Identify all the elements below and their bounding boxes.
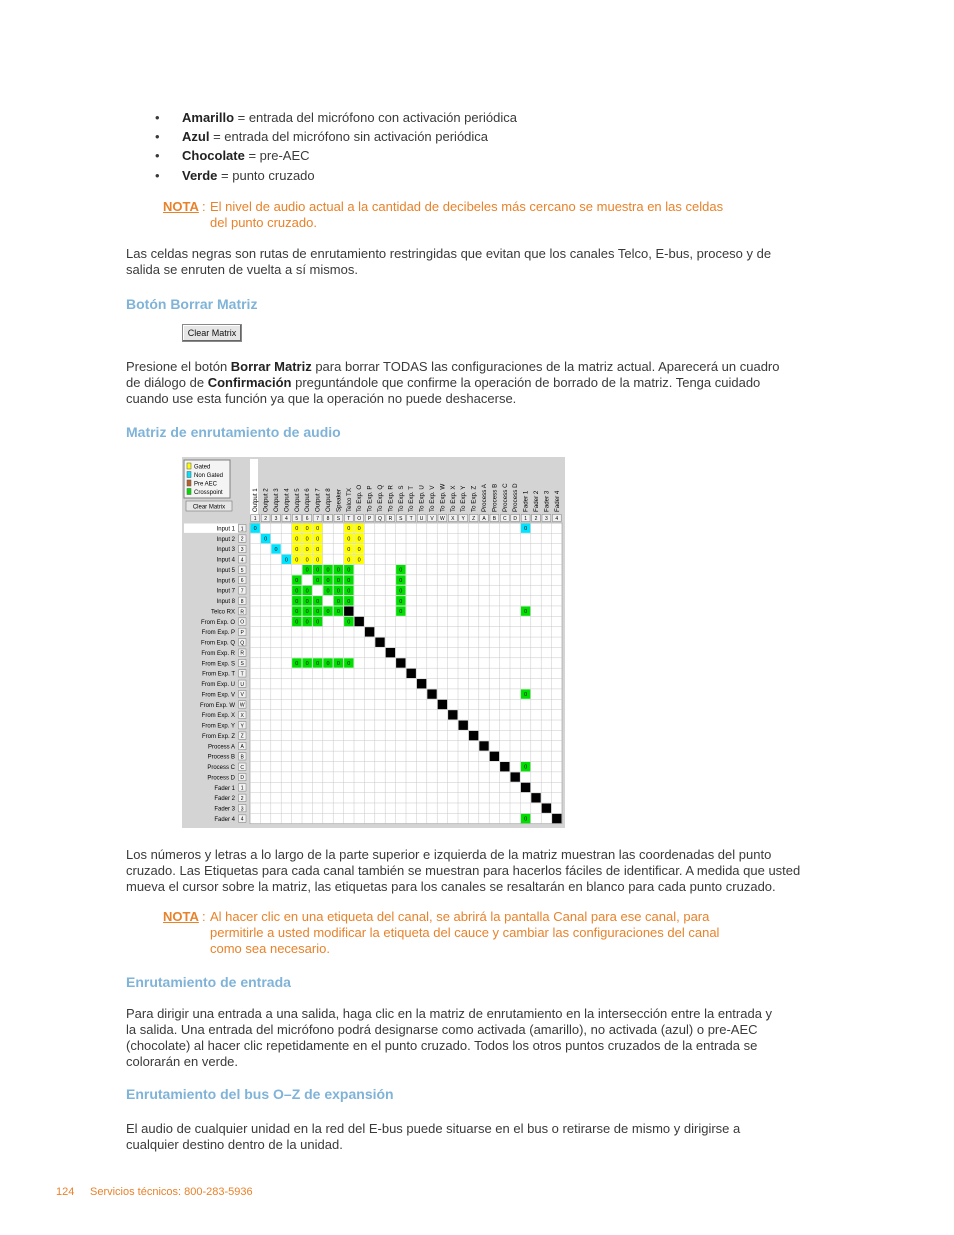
row-code: 2 [240, 795, 244, 802]
heading-input-routing: Enrutamiento de entrada [126, 974, 291, 990]
crosspoint-level: 0 [336, 609, 340, 616]
crosspoint-cell[interactable] [552, 814, 561, 823]
note-line: como sea necesario. [210, 941, 330, 956]
crosspoint-level: 0 [295, 526, 299, 533]
column-label[interactable]: Process B [491, 483, 499, 512]
text-run: preguntándole que confirme la operación de borrado de la matriz. Tenga cuidado [291, 375, 761, 390]
crosspoint-level: 0 [295, 536, 299, 543]
row-label[interactable]: From Exp. Q [200, 640, 235, 647]
legend-swatch [187, 489, 191, 495]
crosspoint-cell[interactable] [542, 803, 551, 812]
crosspoint-level: 0 [326, 661, 330, 668]
row-code: D [240, 775, 245, 782]
crosspoint-cell[interactable] [396, 658, 405, 667]
row-label[interactable]: Fader 1 [214, 785, 235, 792]
row-code: R [240, 609, 245, 616]
crosspoint-level: 0 [326, 609, 330, 616]
crosspoint-level: 0 [305, 546, 309, 553]
page-number: 124 [56, 1186, 75, 1198]
crosspoint-level: 0 [284, 557, 288, 564]
crosspoint-level: 0 [305, 588, 309, 595]
crosspoint-level: 0 [347, 567, 351, 574]
crosspoint-level: 0 [316, 609, 320, 616]
bullet-desc: = entrada del micrófono con activación periódica [234, 110, 517, 125]
crosspoint-level: 0 [316, 661, 320, 668]
crosspoint-level: 0 [305, 557, 309, 564]
row-label[interactable]: Telco RX [210, 609, 235, 616]
crosspoint-level: 0 [347, 578, 351, 585]
row-label[interactable]: From Exp. Z [201, 733, 235, 740]
crosspoint-level: 0 [305, 661, 309, 668]
crosspoint-level: 0 [357, 546, 361, 553]
bold-term: Borrar Matriz [230, 359, 312, 374]
column-code: V [430, 516, 434, 522]
column-code: T [409, 516, 413, 522]
note-colon: : [202, 199, 206, 214]
paragraph-input-routing [126, 1006, 826, 1070]
crosspoint-cell[interactable] [375, 638, 384, 647]
paragraph-line [126, 375, 826, 391]
row-label[interactable]: From Exp. T [202, 671, 235, 678]
crosspoint-cell[interactable] [365, 627, 374, 636]
crosspoint-cell[interactable] [531, 793, 540, 802]
paragraph-clear-matrix [126, 359, 826, 407]
legend-label: Non Gated [194, 473, 224, 479]
row-code: O [240, 619, 245, 626]
paragraph-line [126, 359, 826, 375]
crosspoint-level: 0 [347, 546, 351, 553]
row-label[interactable]: Fader 3 [214, 806, 235, 813]
crosspoint-level: 0 [336, 598, 340, 605]
crosspoint-level: 0 [347, 661, 351, 668]
column-code: 1 [524, 516, 527, 522]
column-code: O [357, 516, 362, 522]
crosspoint-level: 0 [399, 567, 403, 574]
legend-swatch [187, 463, 191, 469]
row-code: P [240, 630, 244, 636]
row-code: C [240, 764, 245, 771]
column-code: S [336, 516, 341, 522]
row-code: 3 [240, 547, 244, 554]
bullet-term: Azul [182, 129, 210, 144]
column-code: X [451, 516, 455, 522]
crosspoint-level: 0 [347, 536, 351, 543]
column-label[interactable]: Output 7 [314, 488, 322, 512]
column-code: 1 [253, 516, 257, 522]
text-run: para borrar TODAS las configuraciones de la matriz actual. Aparecerá un cuadro [311, 359, 780, 374]
matrix-clear-label[interactable]: Clear Matrix [192, 504, 226, 511]
row-code: Z [240, 733, 244, 740]
paragraph-line: la salida. Una entrada del micrófono podrá designarse como activada (amarillo), no activada (azul) o pre-AEC [126, 1022, 758, 1037]
crosspoint-level: 0 [316, 557, 320, 564]
crosspoint-level: 0 [305, 567, 309, 574]
paragraph-line: Los números y letras a lo largo de la parte superior e izquierda de la matriz muestran las coordenadas del punto [126, 847, 772, 862]
row-code: 6 [240, 578, 244, 585]
crosspoint-level: 0 [347, 557, 351, 564]
crosspoint-level: 0 [253, 526, 257, 533]
crosspoint-level: 0 [305, 609, 309, 616]
crosspoint-level: 0 [274, 546, 278, 553]
row-code: V [240, 692, 244, 699]
clear-matrix-button[interactable]: Clear Matrix [182, 324, 242, 342]
column-label[interactable]: Output 3 [273, 488, 280, 512]
row-label[interactable]: Input 7 [216, 588, 235, 595]
row-code: T [240, 671, 244, 678]
column-label[interactable]: Speaker [335, 488, 343, 512]
paragraph-line: Para dirigir una entrada a una salida, haga clic en la matriz de enrutamiento en la intersección entre la entrada y [126, 1006, 773, 1021]
crosspoint-cell[interactable] [407, 669, 416, 678]
note-line: El nivel de audio actual a la cantidad de decibeles más cercano se muestra en las celdas [210, 199, 724, 214]
crosspoint-level: 0 [347, 526, 351, 533]
crosspoint-cell[interactable] [386, 648, 395, 657]
routing-matrix-image [182, 457, 565, 828]
row-label[interactable]: Process C [207, 765, 235, 772]
row-label[interactable]: Fader 2 [214, 796, 235, 803]
crosspoint-level: 0 [295, 661, 299, 668]
crosspoint-level: 0 [326, 588, 330, 595]
crosspoint-cell[interactable] [427, 689, 436, 698]
column-label[interactable]: Process D [512, 483, 520, 512]
column-label[interactable]: To Exp. T [408, 485, 416, 512]
legend-label: Gated [194, 464, 211, 471]
row-label[interactable]: From Exp. O [200, 619, 235, 626]
column-label[interactable]: Output 6 [304, 488, 312, 512]
note-colon: : [202, 909, 206, 924]
row-label[interactable]: From Exp. U [201, 682, 235, 689]
row-code: S [240, 661, 244, 668]
column-code: R [388, 516, 393, 522]
column-label[interactable]: Fader 4 [553, 490, 561, 512]
column-label[interactable]: To Exp. Y [460, 485, 468, 512]
crosspoint-cell[interactable] [438, 700, 447, 709]
column-code: U [419, 516, 424, 522]
row-code: B [240, 754, 244, 761]
heading-expansion-bus: Enrutamiento del bus O–Z de expansión [126, 1086, 394, 1102]
row-label[interactable]: Process A [207, 744, 235, 751]
paragraph-coordinates [126, 847, 826, 895]
column-code: 3 [545, 516, 548, 522]
column-label[interactable]: Fader 3 [543, 490, 551, 512]
heading-clear-matrix: Botón Borrar Matriz [126, 296, 258, 312]
row-label[interactable]: Process D [207, 775, 235, 782]
note-tag: NOTA [163, 909, 199, 924]
crosspoint-cell[interactable] [459, 721, 468, 730]
paragraph-line: cruzado. Las Etiquetas para cada canal también se muestran para hacerlos fáciles de identificar. A medida que usted [126, 863, 801, 878]
note-line: del punto cruzado. [210, 215, 317, 230]
crosspoint-level: 0 [316, 598, 320, 605]
column-code: W [440, 516, 445, 522]
paragraph-line: El audio de cualquier unidad en la red del E-bus puede situarse en el bus o retirarse de mismo y dirigirse a [126, 1121, 741, 1136]
crosspoint-level: 0 [336, 567, 340, 574]
crosspoint-level: 0 [524, 764, 528, 771]
crosspoint-level: 0 [316, 578, 320, 585]
paragraph-line: Las celdas negras son rutas de enrutamiento restringidas que evitan que los canales Telco, E-bus, proceso y de [126, 246, 772, 261]
crosspoint-cell[interactable] [469, 731, 478, 740]
column-label[interactable]: Fader 1 [522, 490, 530, 512]
row-label[interactable]: Fader 4 [214, 816, 235, 823]
paragraph-line: salida se enruten de vuelta a sí mismos. [126, 262, 358, 277]
crosspoint-level: 0 [295, 609, 299, 616]
bullet-dot: • [155, 148, 160, 163]
column-label[interactable]: To Exp. S [397, 485, 405, 512]
column-label[interactable]: Output 4 [283, 488, 291, 512]
crosspoint-level: 0 [336, 588, 340, 595]
column-code: B [492, 516, 497, 522]
crosspoint-cell[interactable] [511, 772, 520, 781]
row-label[interactable]: From Exp. Y [201, 723, 235, 730]
column-code: A [482, 516, 486, 522]
row-code: U [240, 681, 245, 688]
column-label[interactable]: Fader 2 [533, 490, 540, 512]
row-label[interactable]: Input 3 [216, 547, 235, 554]
column-label[interactable]: To Exp. Z [470, 485, 478, 512]
legend-swatch [187, 472, 191, 478]
bullet-term: Amarillo [182, 110, 235, 125]
text-run: de diálogo de [126, 375, 208, 390]
row-label[interactable]: Input 5 [216, 567, 235, 574]
row-code: 5 [240, 567, 244, 574]
crosspoint-level: 0 [326, 567, 330, 574]
crosspoint-cell[interactable] [490, 752, 499, 761]
crosspoint-level: 0 [305, 526, 309, 533]
crosspoint-level: 0 [357, 536, 361, 543]
crosspoint-level: 0 [316, 546, 320, 553]
column-code: 4 [285, 516, 288, 522]
row-label[interactable]: Input 1 [216, 526, 235, 533]
column-label[interactable]: Output 8 [325, 488, 332, 512]
column-code: Y [461, 516, 465, 522]
crosspoint-level: 0 [357, 557, 361, 564]
crosspoint-level: 0 [305, 536, 309, 543]
row-code: 4 [240, 816, 244, 823]
crosspoint-cell[interactable] [355, 617, 364, 626]
column-code: 5 [295, 516, 299, 522]
paragraph-black-cells [126, 246, 826, 278]
row-code: 1 [240, 526, 244, 533]
crosspoint-level: 0 [347, 619, 351, 626]
row-code: 4 [240, 557, 244, 564]
crosspoint-level: 0 [295, 598, 299, 605]
row-label[interactable]: From Exp. W [199, 702, 235, 709]
row-code: R [240, 650, 245, 657]
bullet-dot: • [155, 168, 160, 183]
crosspoint-level: 0 [295, 578, 299, 585]
legend-label: Crosspoint [194, 490, 223, 496]
bullet-dot: • [155, 110, 160, 125]
legend-swatch [187, 480, 191, 486]
column-label[interactable]: To Exp. O [356, 484, 364, 512]
crosspoint-cell[interactable] [448, 710, 457, 719]
column-label[interactable]: Output 1 [252, 488, 260, 512]
routing-matrix[interactable] [182, 457, 565, 828]
row-label[interactable]: Input 4 [216, 557, 235, 564]
row-label[interactable]: From Exp. R [201, 650, 235, 657]
row-label[interactable]: Process B [207, 754, 235, 761]
row-label[interactable]: From Exp. S [201, 661, 235, 668]
row-label[interactable]: Input 6 [216, 578, 235, 585]
row-code: 7 [240, 588, 244, 595]
crosspoint-cell[interactable] [417, 679, 426, 688]
row-label[interactable]: Input 2 [216, 536, 235, 543]
column-code: 2 [534, 516, 538, 522]
bullet-desc: = punto cruzado [217, 168, 315, 183]
crosspoint-cell[interactable] [500, 762, 509, 771]
crosspoint-level: 0 [305, 619, 309, 626]
crosspoint-level: 0 [316, 619, 320, 626]
bullet-desc: = entrada del micrófono sin activación periódica [209, 129, 489, 144]
column-label[interactable]: Output 5 [293, 488, 301, 512]
crosspoint-level: 0 [336, 578, 340, 585]
column-code: D [513, 516, 518, 522]
paragraph-expansion-bus [126, 1121, 826, 1153]
column-code: 2 [264, 516, 267, 522]
note-line: Al hacer clic en una etiqueta del canal, se abrirá la pantalla Canal para ese canal, para [210, 909, 710, 924]
column-label[interactable]: To Exp. U [418, 485, 426, 512]
column-label[interactable]: To Exp. R [387, 485, 395, 512]
paragraph-line: colorarán en verde. [126, 1054, 239, 1069]
crosspoint-level: 0 [316, 536, 320, 543]
row-code: 2 [240, 536, 244, 543]
heading-routing-matrix: Matriz de enrutamiento de audio [126, 424, 341, 440]
crosspoint-level: 0 [295, 619, 299, 626]
bullet-dot: • [155, 129, 160, 144]
column-label[interactable]: Telco TX [345, 488, 353, 512]
legend-label: Pre AEC [194, 481, 218, 488]
crosspoint-level: 0 [524, 692, 528, 699]
crosspoint-level: 0 [524, 526, 528, 533]
crosspoint-level: 0 [347, 598, 351, 605]
crosspoint-level: 0 [326, 578, 330, 585]
row-code: Q [240, 640, 245, 647]
crosspoint-level: 0 [347, 588, 351, 595]
column-label[interactable]: To Exp. Q [377, 484, 384, 512]
crosspoint-level: 0 [305, 598, 309, 605]
crosspoint-level: 0 [316, 567, 320, 574]
crosspoint-level: 0 [399, 588, 403, 595]
column-code: 3 [274, 516, 278, 522]
paragraph-line: (chocolate) al hacer clic repetidamente en el punto cruzado. Todos los otros puntos cruzados de la entrada se [126, 1038, 758, 1053]
text-run: Presione el botón [126, 359, 231, 374]
paragraph-line: cualquier destino dentro de la unidad. [126, 1137, 343, 1152]
column-code: Z [472, 516, 476, 522]
row-code: Y [240, 723, 244, 730]
column-code: S [399, 516, 403, 522]
bullet-desc: = pre-AEC [244, 148, 310, 163]
column-label[interactable]: Output 2 [262, 488, 270, 512]
row-code: 8 [240, 598, 244, 605]
column-label[interactable]: To Exp. P [366, 485, 374, 512]
column-label[interactable]: To Exp. W [439, 483, 447, 512]
column-code: 6 [305, 516, 309, 522]
column-code: Q [378, 516, 382, 522]
row-code: 1 [240, 785, 244, 792]
row-code: W [239, 702, 245, 709]
crosspoint-level: 0 [295, 546, 299, 553]
row-label[interactable]: From Exp. P [201, 630, 235, 637]
column-code: 4 [555, 516, 559, 522]
note-tag: NOTA [163, 199, 199, 214]
row-label[interactable]: Input 8 [216, 599, 235, 606]
crosspoint-level: 0 [357, 526, 361, 533]
crosspoint-level: 0 [399, 609, 403, 616]
paragraph-line: mueva el cursor sobre la matriz, las etiquetas para los canales se resaltarán en blanco para cada punto cruzado. [126, 879, 776, 894]
column-code: T [347, 516, 351, 522]
column-label[interactable]: Process A [481, 484, 488, 512]
crosspoint-cell[interactable] [521, 783, 530, 792]
crosspoint-cell[interactable] [344, 606, 353, 615]
column-code: P [367, 516, 372, 522]
crosspoint-level: 0 [316, 526, 320, 533]
column-code: 7 [316, 516, 319, 522]
row-code: X [240, 712, 244, 719]
column-label[interactable]: Process C [501, 483, 509, 512]
bold-term: Confirmación [207, 375, 292, 390]
row-label[interactable]: From Exp. V [201, 692, 235, 699]
row-label[interactable]: From Exp. X [201, 713, 235, 720]
crosspoint-level: 0 [264, 536, 268, 543]
crosspoint-level: 0 [295, 588, 299, 595]
crosspoint-level: 0 [524, 609, 528, 616]
bullet-term: Chocolate [182, 148, 245, 163]
row-code: 3 [240, 806, 244, 813]
note-line: permitirle a usted modificar la etiqueta del cauce y cambiar las configuraciones del canal [210, 925, 720, 940]
column-code: C [502, 516, 507, 522]
crosspoint-level: 0 [399, 598, 403, 605]
bullet-term: Verde [182, 168, 218, 183]
crosspoint-level: 0 [524, 816, 528, 823]
crosspoint-level: 0 [295, 557, 299, 564]
row-code: A [240, 744, 244, 751]
crosspoint-level: 0 [399, 578, 403, 585]
crosspoint-level: 0 [336, 661, 340, 668]
footer-service-phone: Servicios técnicos: 800-283-5936 [90, 1186, 253, 1198]
column-label[interactable]: To Exp. X [449, 485, 457, 512]
paragraph-line: cuando use esta función ya que la operación no puede deshacerse. [126, 391, 517, 406]
column-label[interactable]: To Exp. V [429, 485, 436, 512]
crosspoint-cell[interactable] [479, 741, 488, 750]
column-code: 8 [326, 516, 330, 522]
